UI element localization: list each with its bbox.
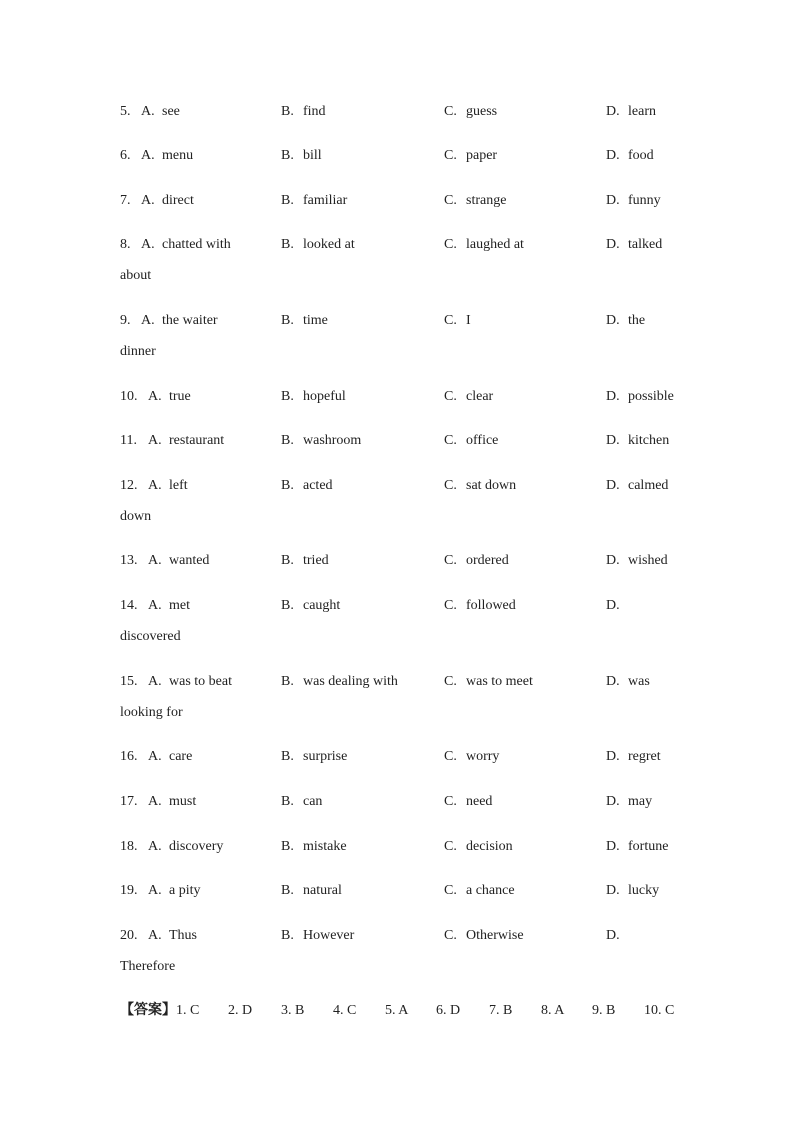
option-c-text: clear	[466, 389, 494, 404]
option-b-letter: B.	[281, 433, 294, 448]
option-d-letter: D.	[606, 193, 620, 208]
wrapped-text: discovered	[120, 629, 181, 644]
option-d-letter: D.	[606, 433, 620, 448]
option-b-letter: B.	[281, 313, 294, 328]
option-d-text: wished	[628, 553, 668, 568]
option-c-letter: C.	[444, 389, 457, 404]
option-b-text: bill	[303, 148, 322, 163]
option-b-letter: B.	[281, 148, 294, 163]
question-18	[0, 836, 793, 858]
wrapped-text: Therefore	[120, 959, 176, 974]
option-d-text: the	[628, 313, 646, 328]
option-b-text: looked at	[303, 237, 355, 252]
answer-label: 【答案】	[120, 1003, 176, 1018]
option-d-text: fortune	[628, 839, 669, 854]
wrapped-text: dinner	[120, 344, 156, 359]
wrapped-text: about	[120, 268, 152, 283]
option-b-text: can	[303, 794, 323, 809]
option-a-letter: A.	[148, 883, 162, 898]
question-5	[0, 101, 793, 123]
wrapped-text: down	[120, 509, 152, 524]
option-a-letter: A.	[141, 104, 155, 119]
option-a-letter: A.	[148, 749, 162, 764]
option-c-text: ordered	[466, 553, 509, 568]
option-a-text: the waiter	[162, 313, 218, 328]
option-a-text: was to beat	[169, 674, 232, 689]
question-number: 6.	[120, 148, 131, 163]
answer-item: 10. C	[644, 1003, 675, 1018]
question-20	[0, 925, 793, 974]
question-number: 18.	[120, 839, 138, 854]
option-d-text: was	[628, 674, 650, 689]
question-7	[0, 190, 793, 212]
option-d-letter: D.	[606, 313, 620, 328]
option-d-text: kitchen	[628, 433, 670, 448]
option-b-text: hopeful	[303, 389, 346, 404]
option-c-text: paper	[466, 148, 498, 163]
question-14	[0, 595, 793, 644]
option-d-letter: D.	[606, 928, 620, 943]
option-a-text: Thus	[169, 928, 197, 943]
option-a-text: left	[169, 478, 188, 493]
option-b-letter: B.	[281, 928, 294, 943]
option-b-letter: B.	[281, 478, 294, 493]
option-b-text: familiar	[303, 193, 348, 208]
question-number: 20.	[120, 928, 138, 943]
option-c-letter: C.	[444, 313, 457, 328]
option-a-text: wanted	[169, 553, 210, 568]
option-d-text: possible	[628, 389, 674, 404]
answer-item: 5. A	[385, 1003, 409, 1018]
option-b-text: time	[303, 313, 328, 328]
option-d-text: talked	[628, 237, 663, 252]
option-a-text: discovery	[169, 839, 224, 854]
option-b-text: find	[303, 104, 326, 119]
option-b-text: washroom	[303, 433, 362, 448]
question-8	[0, 234, 793, 283]
option-c-letter: C.	[444, 598, 457, 613]
option-a-text: menu	[162, 148, 194, 163]
option-a-text: a pity	[169, 883, 201, 898]
option-c-text: Otherwise	[466, 928, 524, 943]
option-a-letter: A.	[148, 928, 162, 943]
option-a-text: see	[162, 104, 180, 119]
option-a-letter: A.	[148, 598, 162, 613]
option-a-letter: A.	[148, 794, 162, 809]
option-d-text: funny	[628, 193, 661, 208]
question-number: 11.	[120, 433, 137, 448]
option-c-letter: C.	[444, 433, 457, 448]
option-a-letter: A.	[148, 433, 162, 448]
option-b-letter: B.	[281, 883, 294, 898]
option-a-letter: A.	[148, 553, 162, 568]
option-b-letter: B.	[281, 237, 294, 252]
option-a-letter: A.	[148, 389, 162, 404]
question-number: 10.	[120, 389, 138, 404]
option-c-text: laughed at	[466, 237, 524, 252]
option-c-letter: C.	[444, 553, 457, 568]
option-d-letter: D.	[606, 839, 620, 854]
option-a-text: met	[169, 598, 190, 613]
option-b-text: mistake	[303, 839, 347, 854]
option-c-letter: C.	[444, 237, 457, 252]
option-d-text: food	[628, 148, 654, 163]
option-c-text: decision	[466, 839, 513, 854]
option-b-text: natural	[303, 883, 342, 898]
option-d-letter: D.	[606, 749, 620, 764]
answer-item: 8. A	[541, 1003, 565, 1018]
option-c-letter: C.	[444, 883, 457, 898]
option-b-letter: B.	[281, 598, 294, 613]
answer-item: 3. B	[281, 1003, 305, 1018]
question-16	[0, 746, 793, 768]
option-a-letter: A.	[141, 148, 155, 163]
option-b-letter: B.	[281, 674, 294, 689]
option-b-text: acted	[303, 478, 333, 493]
answer-item: 6. D	[436, 1003, 461, 1018]
wrapped-text: looking for	[120, 705, 183, 720]
option-a-text: chatted with	[162, 237, 231, 252]
question-11	[0, 430, 793, 452]
option-b-letter: B.	[281, 839, 294, 854]
answer-item: 9. B	[592, 1003, 616, 1018]
option-d-letter: D.	[606, 148, 620, 163]
option-a-letter: A.	[148, 674, 162, 689]
option-c-letter: C.	[444, 104, 457, 119]
option-d-text: lucky	[628, 883, 660, 898]
option-c-text: office	[466, 433, 499, 448]
question-number: 12.	[120, 478, 138, 493]
option-c-text: followed	[466, 598, 516, 613]
option-c-letter: C.	[444, 928, 457, 943]
question-number: 17.	[120, 794, 138, 809]
answer-item: 7. B	[489, 1003, 513, 1018]
option-d-letter: D.	[606, 553, 620, 568]
option-d-text: regret	[628, 749, 661, 764]
option-d-letter: D.	[606, 104, 620, 119]
option-a-letter: A.	[148, 478, 162, 493]
option-a-letter: A.	[141, 237, 155, 252]
option-d-letter: D.	[606, 674, 620, 689]
option-c-letter: C.	[444, 193, 457, 208]
answer-item: 2. D	[228, 1003, 253, 1018]
option-b-text: surprise	[303, 749, 348, 764]
question-19	[0, 880, 793, 902]
option-a-text: true	[169, 389, 191, 404]
option-c-letter: C.	[444, 839, 457, 854]
option-b-letter: B.	[281, 749, 294, 764]
option-b-text: caught	[303, 598, 341, 613]
question-13	[0, 550, 793, 572]
option-c-text: worry	[466, 749, 500, 764]
question-number: 15.	[120, 674, 138, 689]
option-c-text: need	[466, 794, 493, 809]
option-b-letter: B.	[281, 794, 294, 809]
option-c-text: I	[466, 313, 471, 328]
question-15	[0, 671, 793, 720]
option-c-text: sat down	[466, 478, 517, 493]
question-6	[0, 145, 793, 167]
option-c-text: guess	[466, 104, 498, 119]
option-a-letter: A.	[141, 313, 155, 328]
option-d-text: may	[628, 794, 653, 809]
option-a-text: direct	[162, 193, 194, 208]
option-b-letter: B.	[281, 104, 294, 119]
question-12	[0, 475, 793, 524]
option-c-text: a chance	[466, 883, 515, 898]
question-10	[0, 386, 793, 408]
option-d-text: learn	[628, 104, 656, 119]
option-b-letter: B.	[281, 553, 294, 568]
question-9	[0, 310, 793, 359]
option-c-text: was to meet	[466, 674, 533, 689]
question-number: 7.	[120, 193, 131, 208]
question-number: 8.	[120, 237, 131, 252]
answer-item: 4. C	[333, 1003, 357, 1018]
question-number: 16.	[120, 749, 138, 764]
option-b-text: tried	[303, 553, 329, 568]
question-number: 5.	[120, 104, 131, 119]
option-a-text: must	[169, 794, 197, 809]
option-d-letter: D.	[606, 478, 620, 493]
option-c-letter: C.	[444, 478, 457, 493]
option-a-letter: A.	[141, 193, 155, 208]
option-d-letter: D.	[606, 237, 620, 252]
option-b-letter: B.	[281, 193, 294, 208]
option-c-letter: C.	[444, 148, 457, 163]
option-a-text: restaurant	[169, 433, 225, 448]
answer-item: 1. C	[176, 1003, 200, 1018]
question-number: 13.	[120, 553, 138, 568]
option-c-letter: C.	[444, 794, 457, 809]
option-d-letter: D.	[606, 389, 620, 404]
option-b-text: was dealing with	[303, 674, 398, 689]
question-number: 19.	[120, 883, 138, 898]
option-c-letter: C.	[444, 749, 457, 764]
question-number: 14.	[120, 598, 138, 613]
option-b-letter: B.	[281, 389, 294, 404]
question-17	[0, 791, 793, 813]
option-d-text: calmed	[628, 478, 669, 493]
option-d-letter: D.	[606, 794, 620, 809]
option-b-text: However	[303, 928, 355, 943]
option-d-letter: D.	[606, 598, 620, 613]
option-d-letter: D.	[606, 883, 620, 898]
option-c-text: strange	[466, 193, 507, 208]
question-number: 9.	[120, 313, 131, 328]
option-a-text: care	[169, 749, 193, 764]
option-a-letter: A.	[148, 839, 162, 854]
option-c-letter: C.	[444, 674, 457, 689]
